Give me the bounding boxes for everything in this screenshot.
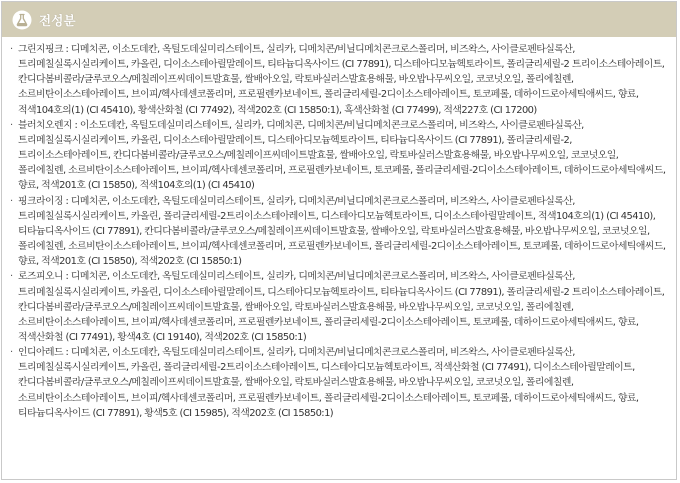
ingredient-item-pink-rising: · 핑크라이징 : 디메치콘, 이소도데칸, 옥틸도데실미리스테이트, 실리카, 디메치콘/비닐디메치콘크로스폴리머, 비즈왁스, 사이클로펜타실록산, 트리메칠실록시실리케이트, 카올린, 폴리글리세릴-2트리이소스테아레이트, 디스테아디모늄헥토라이트, 디이소스테아릴말레이트, 적색104호의(1) (CI 45410), 티타늄디옥사이드 (CI 77891), 칸디다봄비콜라/글루코오스/메칠레이프씨데이트발효물, 쌀배아오일, 락토바실러스발효용해물, 바오밥나무씨오일, 코코넛오일, 폴리에칠렌, 소르비탄이소스테아레이트, 브이피/헥사데센코폴리머, 프로필렌카보네이트, 폴리글리세릴-2디이소스테아레이트, 토코페롤, 데하이드로아세틱애씨드, 향료, 적색201호 (CI 15850), 적색202호 (CI 15850:1) — [10, 194, 666, 270]
ingredients-panel — [1, 1, 677, 480]
ingredient-item-blotch-orange: · 블러치오렌지 : 이소도데칸, 옥틸도데실미리스테이트, 실리카, 디메치콘, 디메치콘/비닐디메치콘크로스폴리머, 비즈왁스, 사이클로펜타실록산, 트리메칠실록시실리케이트, 카올린, 디이소스테아릴말레이트, 디스테아디모늄헥토라이트, 티타늄디옥사이드 (CI 77891), 폴리글리세릴-2, 트리이소스테아레이트, 칸디다봄비콜라/글루코오스/메칠레이프씨데이트발효물, 쌀배아오일, 락토바실러스발효용해물, 바오밥나무씨오일, 코코넛오일, 폴리에칠렌, 소르비탄이소스테아레이트, 브이피/헥사데센코폴리머, 프로필렌카보네이트, 토코페롤, 폴리글리세릴-2디이소스테아레이트, 데하이드로아세틱애씨드, 향료, 적색201호 (CI 15850), 적색104호의(1) (CI 45410) — [10, 118, 666, 194]
ingredient-list — [10, 42, 666, 421]
ingredient-item-green-pink: · 그린지핑크 : 디메치콘, 이소도데칸, 옥틸도데실미리스테이트, 실리카, 디메치콘/비닐디메치콘크로스폴리머, 비즈왁스, 사이클로펜타실록산, 트리메칠실록시실리케이트, 카올린, 디이소스테아릴말레이트, 티타늄디옥사이드 (CI 77891), 디스테아디모늄헥토라이트, 폴리글리세릴-2 트리이소스테아레이트, 칸디다봄비콜라/글루코오스/메칠레이프씨데이트발효물, 쌀배아오일, 락토바실러스발효용해물, 바오밥나무씨오일, 코코넛오일, 폴리에칠렌, 소르비탄이소스테아레이트, 브이피/헥사데센코폴리머, 프로필렌카보네이트, 폴리글리세릴-2디이소스테아레이트, 토코페롤, 데하이드로아세틱애씨드, 향료, 적색104호의(1) (CI 45410), 황색산화철 (CI 77492), 적색202호 (CI 15850:1), 흑색산화철 (CI 77499), 적색227호 (CI 17200) — [10, 42, 666, 118]
ingredient-item-india-red: · 인디아레드 : 디메치콘, 이소도데칸, 옥틸도데실미리스테이트, 실리카, 디메치콘/비닐디메치콘크로스폴리머, 비즈왁스, 사이클로펜타실록산, 트리메칠실록시실리케이트, 카올린, 폴리글리세릴-2트리이소스테아레이트, 디스테아디모늄헥토라이트, 적색산화철 (CI 77491), 디이소스테아릴말레이트, 칸디다봄비콜라/글루코오스/메칠레이프씨데이트발효물, 쌀배아오일, 락토바실러스발효용해물, 바오밥나무씨오일, 코코넛오일, 폴리에칠렌, 소르비탄이소스테아레이트, 브이피/헥사데센코폴리머, 프로필렌카보네이트, 폴리글리세릴-2디이소스테아레이트, 토코페롤, 데하이드로아세틱애씨드, 향료, 티타늄디옥사이드 (CI 77891), 황색5호 (CI 15985), 적색202호 (CI 15850:1) — [10, 345, 666, 421]
flask-icon — [11, 9, 33, 31]
ingredient-item-rose-peony: · 로즈피오니 : 디메치콘, 이소도데칸, 옥틸도데실미리스테이트, 실리카, 디메치콘/비닐디메치콘크로스폴리머, 비즈왁스, 사이클로펜타실록산, 트리메칠실록시실리케이트, 카올린, 디이소스테아릴말레이트, 디스테아디모늄헥토라이트, 티타늄디옥사이드 (CI 77891), 폴리글리세릴-2 트리이소스테아레이트, 칸디다봄비콜라/글루코오스/메칠레이프씨데이트발효물, 쌀배아오일, 락토바실러스발효용해물, 바오밥나무씨오일, 코코넛오일, 폴리에칠렌, 소르비탄이소스테아레이트, 브이피/헥사데센코폴리머, 프로필렌카보네이트, 폴리글리세릴-2디이소스테아레이트, 토코페롤, 데하이드로아세틱애씨드, 향료, 적색산화철 (CI 77491), 황색4호 (CI 19140), 적색202호 (CI 15850:1) — [10, 269, 666, 345]
section-title: 전성분 — [39, 12, 76, 28]
section-header — [2, 2, 676, 37]
